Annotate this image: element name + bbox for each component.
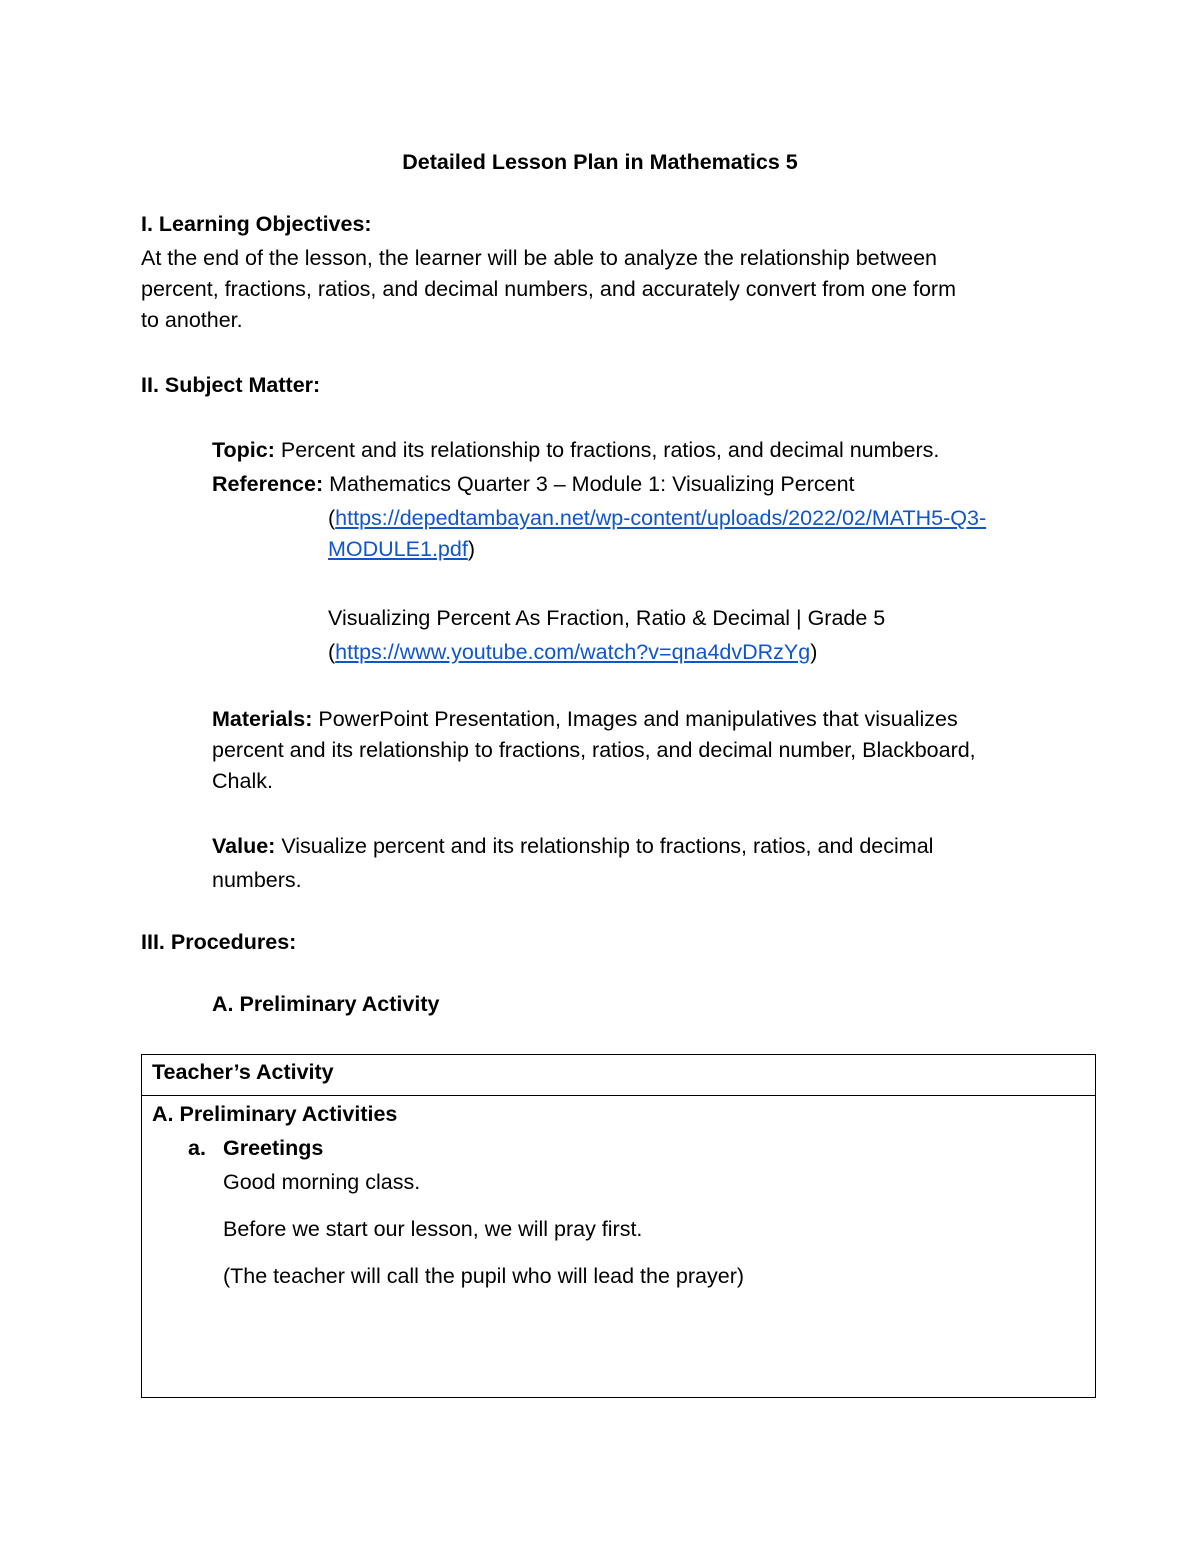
reference-1-line-2 bbox=[328, 539, 475, 561]
document-title: Detailed Lesson Plan in Mathematics 5 bbox=[402, 150, 798, 174]
objectives-line-1: At the end of the lesson, the learner will be able to analyze the relationship between bbox=[141, 246, 938, 270]
subject-matter-heading: II. Subject Matter: bbox=[141, 373, 321, 397]
table-header-divider bbox=[142, 1095, 1095, 1096]
objectives-line-3: to another. bbox=[141, 308, 243, 332]
table-line-1: Good morning class. bbox=[223, 1170, 421, 1194]
topic-line bbox=[212, 440, 939, 462]
reference-1-link-continued[interactable]: MODULE1.pdf bbox=[328, 537, 468, 561]
materials-line-1 bbox=[212, 709, 958, 731]
value-label: Value: bbox=[212, 834, 276, 858]
procedures-heading: III. Procedures: bbox=[141, 930, 297, 954]
reference-line bbox=[212, 474, 855, 496]
materials-text: PowerPoint Presentation, Images and manipulatives that visualizes bbox=[312, 707, 958, 731]
reference-text: Mathematics Quarter 3 – Module 1: Visualizing Percent bbox=[323, 472, 855, 496]
reference-label: Reference: bbox=[212, 472, 324, 496]
table-item-marker: a. bbox=[188, 1136, 206, 1160]
value-text: Visualize percent and its relationship to fractions, ratios, and decimal bbox=[275, 834, 934, 858]
reference-1-open-paren: ( bbox=[328, 506, 336, 530]
preliminary-activity-heading: A. Preliminary Activity bbox=[212, 992, 440, 1016]
table-header: Teacher’s Activity bbox=[152, 1060, 334, 1084]
objectives-heading: I. Learning Objectives: bbox=[141, 212, 372, 236]
reference-1-line-1 bbox=[328, 508, 986, 530]
reference-1-close-paren: ) bbox=[467, 537, 475, 561]
topic-label: Topic: bbox=[212, 438, 275, 462]
table-line-3: (The teacher will call the pupil who will lead the prayer) bbox=[223, 1264, 745, 1288]
reference-1-link[interactable]: https://depedtambayan.net/wp-content/uploads/2022/02/MATH5-Q3- bbox=[335, 506, 987, 530]
table-item-label: Greetings bbox=[223, 1136, 324, 1160]
table-section-heading: A. Preliminary Activities bbox=[152, 1102, 398, 1126]
reference-2-close-paren: ) bbox=[810, 640, 818, 664]
value-line-1 bbox=[212, 836, 933, 858]
materials-label: Materials: bbox=[212, 707, 313, 731]
materials-line-3: Chalk. bbox=[212, 769, 273, 793]
topic-text: Percent and its relationship to fractions, ratios, and decimal numbers. bbox=[274, 438, 940, 462]
reference-2-line bbox=[328, 642, 817, 664]
reference-2-title: Visualizing Percent As Fraction, Ratio & Decimal | Grade 5 bbox=[328, 606, 886, 630]
table-line-2: Before we start our lesson, we will pray first. bbox=[223, 1217, 643, 1241]
objectives-line-2: percent, fractions, ratios, and decimal numbers, and accurately convert from one form bbox=[141, 277, 956, 301]
reference-2-open-paren: ( bbox=[328, 640, 336, 664]
reference-2-link[interactable]: https://www.youtube.com/watch?v=qna4dvDRzYg bbox=[335, 640, 811, 664]
value-line-2: numbers. bbox=[212, 868, 302, 892]
materials-line-2: percent and its relationship to fractions, ratios, and decimal number, Blackboard, bbox=[212, 738, 976, 762]
